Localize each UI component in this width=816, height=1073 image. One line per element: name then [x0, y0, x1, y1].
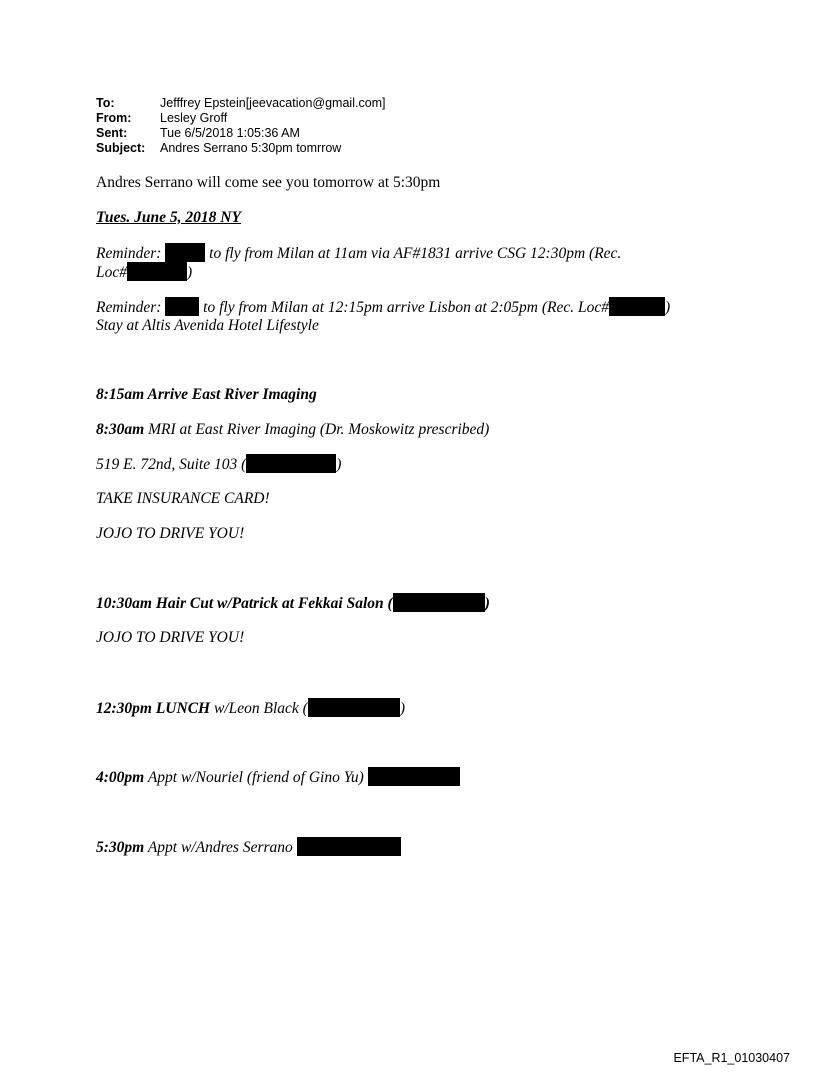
redaction — [246, 454, 336, 473]
schedule-time: 8:30am — [96, 421, 145, 438]
redaction — [297, 837, 401, 856]
haircut-close: ) — [484, 595, 490, 612]
reminder-2-line2: Stay at Altis Avenida Hotel Lifestyle — [96, 317, 319, 334]
appt-text: Appt w/Nouriel (friend of Gino Yu) — [144, 769, 368, 786]
redaction — [368, 767, 460, 786]
reminder-1-prefix: Reminder: — [96, 245, 162, 262]
lunch-text: w/Leon Black ( — [210, 700, 308, 717]
reminder-2-prefix: Reminder: — [96, 299, 162, 316]
reminder-1-close: ) — [187, 264, 193, 281]
redaction — [165, 297, 199, 316]
sent-row — [96, 126, 386, 141]
lunch-item — [96, 698, 405, 718]
lunch-time: 12:30pm LUNCH — [96, 700, 211, 717]
reminder-1-text: to fly from Milan at 11am via AF#1831 arrive CSG 12:30pm (Rec. — [209, 245, 622, 262]
subject-value: Andres Serrano 5:30pm tomrrow — [160, 141, 342, 155]
subject-label: Subject: — [96, 141, 146, 155]
appt-time: 5:30pm — [96, 839, 145, 856]
intro-text: Andres Serrano will come see you tomorrow at 5:30pm — [96, 174, 441, 191]
appt-400 — [96, 767, 460, 787]
appt-530 — [96, 837, 401, 857]
from-label: From: — [96, 111, 132, 125]
reminder-2-close: ) — [665, 299, 671, 316]
to-value: Jefffrey Epstein[jeevacation@gmail.com] — [160, 96, 386, 110]
lunch-close: ) — [399, 700, 405, 717]
reminder-1-loc: Loc# — [96, 264, 127, 281]
appt-text: Appt w/Andres Serrano — [144, 839, 297, 856]
reminder-2-text: to fly from Milan at 12:15pm arrive Lisbon at 2:05pm (Rec. Loc# — [203, 299, 610, 316]
haircut-item — [96, 593, 490, 613]
subject-row — [96, 141, 386, 156]
from-value: Lesley Groff — [160, 111, 228, 125]
address-line — [96, 454, 341, 474]
address-close: ) — [336, 456, 342, 473]
document-id: EFTA_R1_01030407 — [673, 1051, 790, 1065]
sent-value: Tue 6/5/2018 1:05:36 AM — [160, 126, 300, 140]
date-heading: Tues. June 5, 2018 NY — [96, 209, 241, 226]
reminder-1 — [96, 243, 621, 263]
to-label: To: — [96, 96, 115, 110]
redaction — [609, 297, 665, 316]
schedule-item-815: 8:15am Arrive East River Imaging — [96, 386, 317, 403]
from-row — [96, 111, 386, 126]
driver-note-1: JOJO TO DRIVE YOU! — [96, 525, 245, 542]
redaction — [308, 698, 400, 717]
driver-note-2: JOJO TO DRIVE YOU! — [96, 629, 245, 646]
insurance-note: TAKE INSURANCE CARD! — [96, 490, 270, 507]
appt-time: 4:00pm — [96, 769, 145, 786]
redaction — [393, 593, 485, 612]
reminder-1-line2 — [96, 262, 192, 282]
redaction — [127, 262, 187, 281]
reminder-2 — [96, 297, 670, 317]
email-header — [96, 96, 386, 156]
schedule-text: MRI at East River Imaging (Dr. Moskowitz prescribed) — [144, 421, 490, 438]
schedule-item-830 — [96, 420, 489, 439]
sent-label: Sent: — [96, 126, 128, 140]
address-text: 519 E. 72nd, Suite 103 ( — [96, 456, 247, 473]
haircut-text: 10:30am Hair Cut w/Patrick at Fekkai Salon ( — [96, 595, 393, 612]
to-row — [96, 96, 386, 111]
redaction — [165, 243, 205, 262]
